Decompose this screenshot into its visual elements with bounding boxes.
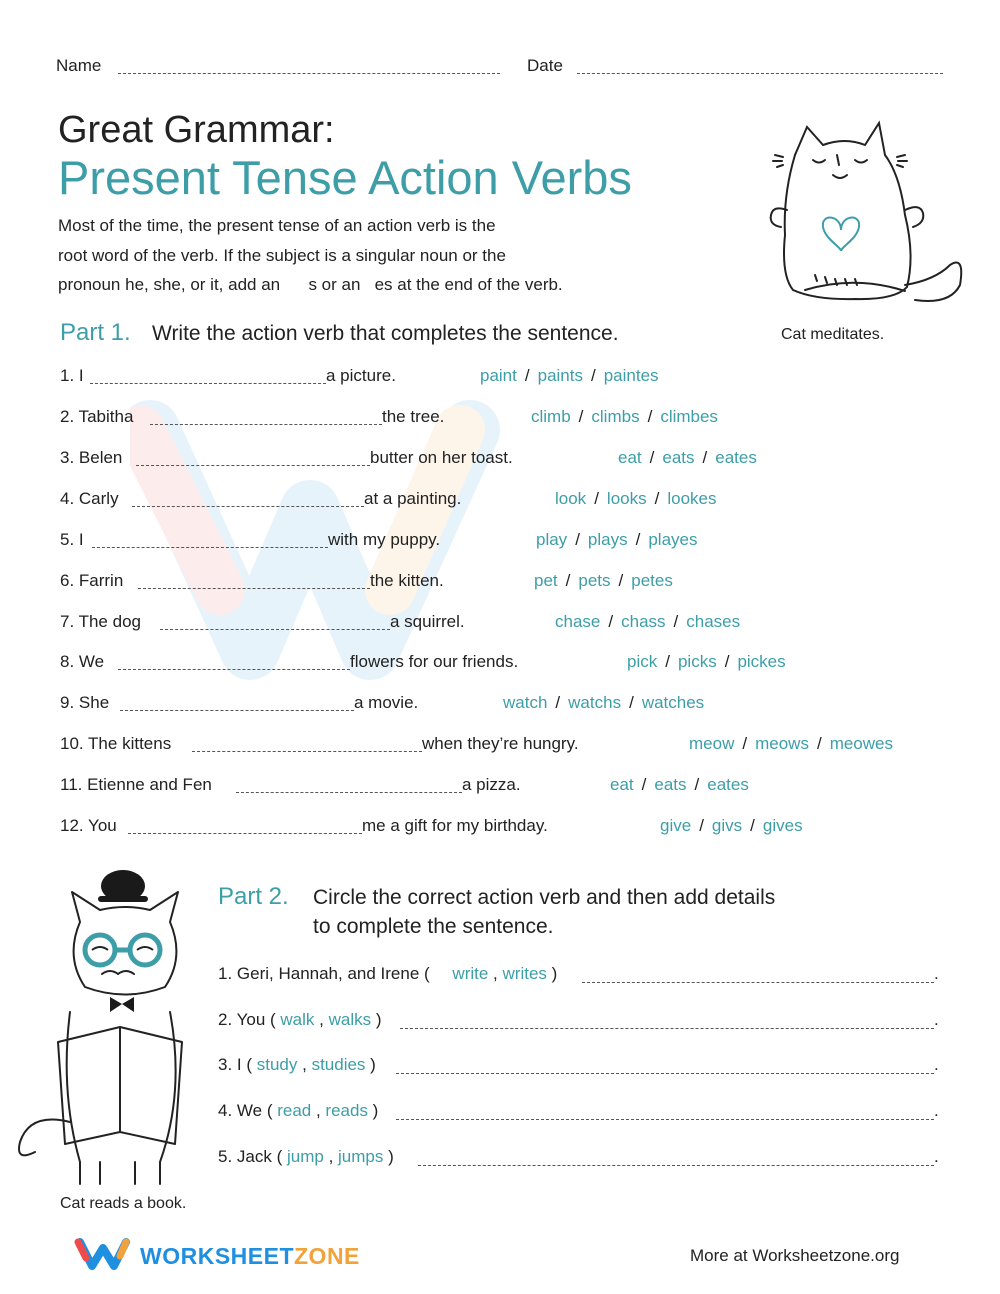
part2-item-prefix: 1. Geri, Hannah, and Irene (	[218, 964, 430, 983]
part2-item-blank[interactable]	[582, 982, 934, 983]
period: .	[934, 1101, 939, 1120]
part1-item-blank[interactable]	[236, 792, 462, 793]
title-line1: Great Grammar:	[58, 109, 335, 151]
part1-item-options: watch / watchs / watches	[503, 693, 705, 712]
option[interactable]: chass	[621, 612, 666, 631]
part1-item-blank[interactable]	[192, 751, 422, 752]
part1-item-rest: butter on her toast.	[370, 448, 513, 467]
part1-item-rest: a pizza.	[462, 775, 521, 794]
part1-item-blank[interactable]	[128, 833, 362, 834]
intro-line3: pronoun he, she, or it, add an s or an es at the end of the verb.	[58, 275, 563, 294]
part1-item-options: climb / climbs / climbes	[531, 407, 718, 426]
part2-instruction-line1: Circle the correct action verb and then add details	[313, 886, 776, 909]
option[interactable]: plays	[587, 530, 628, 549]
part2-item: 4. We ( read , reads )	[218, 1101, 379, 1120]
part2-item-blank[interactable]	[418, 1165, 934, 1166]
part2-instruction-line2: to complete the sentence.	[313, 915, 554, 938]
option[interactable]: reads	[325, 1101, 368, 1120]
period: .	[934, 1010, 939, 1029]
meditating-cat-illustration	[755, 115, 975, 315]
part1-item-subject: 4. Carly	[60, 489, 119, 508]
part1-item-blank[interactable]	[160, 629, 390, 630]
option[interactable]: paints	[537, 366, 583, 385]
part1-item-options: paint / paints / paintes	[480, 366, 659, 385]
part2-item: 3. I ( study , studies )	[218, 1055, 376, 1074]
part1-item-options: play / plays / playes	[536, 530, 698, 549]
option[interactable]: looks	[606, 489, 647, 508]
part1-item-options: pet / pets / petes	[534, 571, 673, 590]
part1-item-rest: the kitten.	[370, 571, 444, 590]
intro-line2: root word of the verb. If the subject is a singular noun or the	[58, 246, 506, 265]
option[interactable]: eates	[715, 448, 757, 467]
option[interactable]: watch	[503, 693, 548, 712]
period: .	[934, 964, 939, 983]
part2-item-prefix: 5. Jack (	[218, 1147, 283, 1166]
part2-item-prefix: 3. I (	[218, 1055, 253, 1074]
option[interactable]: chases	[686, 612, 741, 631]
option[interactable]: playes	[648, 530, 698, 549]
part1-item-subject: 5. I	[60, 530, 84, 549]
option[interactable]: pets	[578, 571, 611, 590]
option[interactable]: eates	[707, 775, 749, 794]
name-field[interactable]	[118, 73, 500, 74]
part1-item-blank[interactable]	[132, 506, 364, 507]
part1-item-subject: 11. Etienne and Fen	[60, 775, 212, 794]
option[interactable]: walks	[328, 1010, 372, 1029]
worksheetzone-logo-icon	[74, 1236, 132, 1272]
cat-reads-caption: Cat reads a book.	[60, 1195, 187, 1212]
part1-item-subject: 12. You	[60, 816, 117, 835]
brand-suffix: ZONE	[294, 1243, 360, 1269]
option[interactable]: lookes	[667, 489, 717, 508]
part1-item-rest: at a painting.	[364, 489, 462, 508]
part1-item-blank[interactable]	[150, 424, 382, 425]
option[interactable]: eats	[662, 448, 695, 467]
option[interactable]: givs	[711, 816, 743, 835]
date-label: Date	[527, 56, 563, 75]
option[interactable]: pick	[627, 652, 658, 671]
part1-item-subject: 9. She	[60, 693, 110, 712]
part1-item-blank[interactable]	[90, 383, 326, 384]
part1-item-subject: 8. We	[60, 652, 105, 671]
part1-item-subject: 2. Tabitha	[60, 407, 134, 426]
option[interactable]: pickes	[737, 652, 786, 671]
part2-label: Part 2.	[218, 883, 289, 910]
period: .	[934, 1147, 939, 1166]
part1-item-options: eat / eats / eates	[618, 448, 757, 467]
part1-item-options: meow / meows / meowes	[689, 734, 893, 753]
part1-item-rest: a squirrel.	[390, 612, 465, 631]
option[interactable]: read	[277, 1101, 312, 1120]
option[interactable]: petes	[631, 571, 673, 590]
part1-instruction: Write the action verb that completes the sentence.	[152, 322, 619, 345]
option[interactable]: meows	[755, 734, 809, 753]
part2-item-blank[interactable]	[396, 1119, 934, 1120]
option[interactable]: writes	[502, 964, 547, 983]
reading-cat-illustration	[10, 862, 210, 1192]
part1-item-rest: me a gift for my birthday.	[362, 816, 548, 835]
option[interactable]: jump	[286, 1147, 324, 1166]
part1-item-options: look / looks / lookes	[555, 489, 717, 508]
option[interactable]: walk	[280, 1010, 315, 1029]
option[interactable]: eat	[610, 775, 634, 794]
option[interactable]: jumps	[338, 1147, 384, 1166]
option[interactable]: meowes	[829, 734, 893, 753]
part1-item-options: eat / eats / eates	[610, 775, 749, 794]
part1-item-rest: when they’re hungry.	[422, 734, 579, 753]
part1-item-subject: 3. Belen	[60, 448, 123, 467]
brand-prefix: WORKSHEET	[140, 1243, 294, 1269]
part2-item: 2. You ( walk , walks )	[218, 1010, 382, 1029]
date-field[interactable]	[577, 73, 943, 74]
option[interactable]: chase	[555, 612, 601, 631]
option[interactable]: study	[256, 1055, 298, 1074]
option[interactable]: look	[555, 489, 587, 508]
option[interactable]: picks	[677, 652, 717, 671]
option[interactable]: climb	[531, 407, 571, 426]
period: .	[934, 1055, 939, 1074]
part1-item-options: chase / chass / chases	[555, 612, 741, 631]
part1-item-rest: the tree.	[382, 407, 445, 426]
title-line2: Present Tense Action Verbs	[58, 151, 632, 204]
part1-item-rest: flowers for our friends.	[350, 652, 519, 671]
part1-item-rest: with my puppy.	[328, 530, 441, 549]
option[interactable]: watches	[641, 693, 705, 712]
part1-label: Part 1.	[60, 319, 131, 346]
part1-item-subject: 7. The dog	[60, 612, 141, 631]
option[interactable]: watchs	[568, 693, 622, 712]
part1-item-blank[interactable]	[118, 669, 350, 670]
part1-item-blank[interactable]	[138, 588, 370, 589]
option[interactable]: climbes	[660, 407, 718, 426]
option[interactable]: pet	[534, 571, 558, 590]
option[interactable]: meow	[689, 734, 735, 753]
part2-item-blank[interactable]	[396, 1073, 934, 1074]
part1-item-rest: a picture.	[326, 366, 396, 385]
intro-line1: Most of the time, the present tense of an action verb is the	[58, 216, 496, 235]
name-label: Name	[56, 56, 102, 75]
option[interactable]: eats	[654, 775, 687, 794]
option[interactable]: give	[660, 816, 692, 835]
option[interactable]: paintes	[603, 366, 659, 385]
cat-meditates-caption: Cat meditates.	[781, 326, 885, 343]
option[interactable]: play	[536, 530, 568, 549]
part2-item: 5. Jack ( jump , jumps )	[218, 1147, 394, 1166]
part1-item-blank[interactable]	[92, 547, 328, 548]
part1-item-subject: 10. The kittens	[60, 734, 172, 753]
part2-item-prefix: 4. We (	[218, 1101, 273, 1120]
option[interactable]: climbs	[591, 407, 640, 426]
part1-item-rest: a movie.	[354, 693, 419, 712]
part1-item-subject: 1. I	[60, 366, 84, 385]
option[interactable]: gives	[762, 816, 803, 835]
option[interactable]: write	[452, 964, 489, 983]
option[interactable]: eat	[618, 448, 642, 467]
option[interactable]: studies	[311, 1055, 366, 1074]
part1-item-options: give / givs / gives	[660, 816, 803, 835]
part2-item-prefix: 2. You (	[218, 1010, 276, 1029]
part1-item-blank[interactable]	[136, 465, 370, 466]
part1-item-subject: 6. Farrin	[60, 571, 124, 590]
brand-wordmark	[140, 1242, 360, 1270]
part2-item: 1. Geri, Hannah, and Irene ( write , writes )	[218, 964, 558, 983]
bow-tie-icon	[110, 997, 134, 1012]
part1-item-options: pick / picks / pickes	[627, 652, 786, 671]
more-link[interactable]: More at Worksheetzone.org	[690, 1246, 900, 1265]
option[interactable]: paint	[480, 366, 517, 385]
part2-item-blank[interactable]	[400, 1028, 934, 1029]
part1-item-blank[interactable]	[120, 710, 354, 711]
